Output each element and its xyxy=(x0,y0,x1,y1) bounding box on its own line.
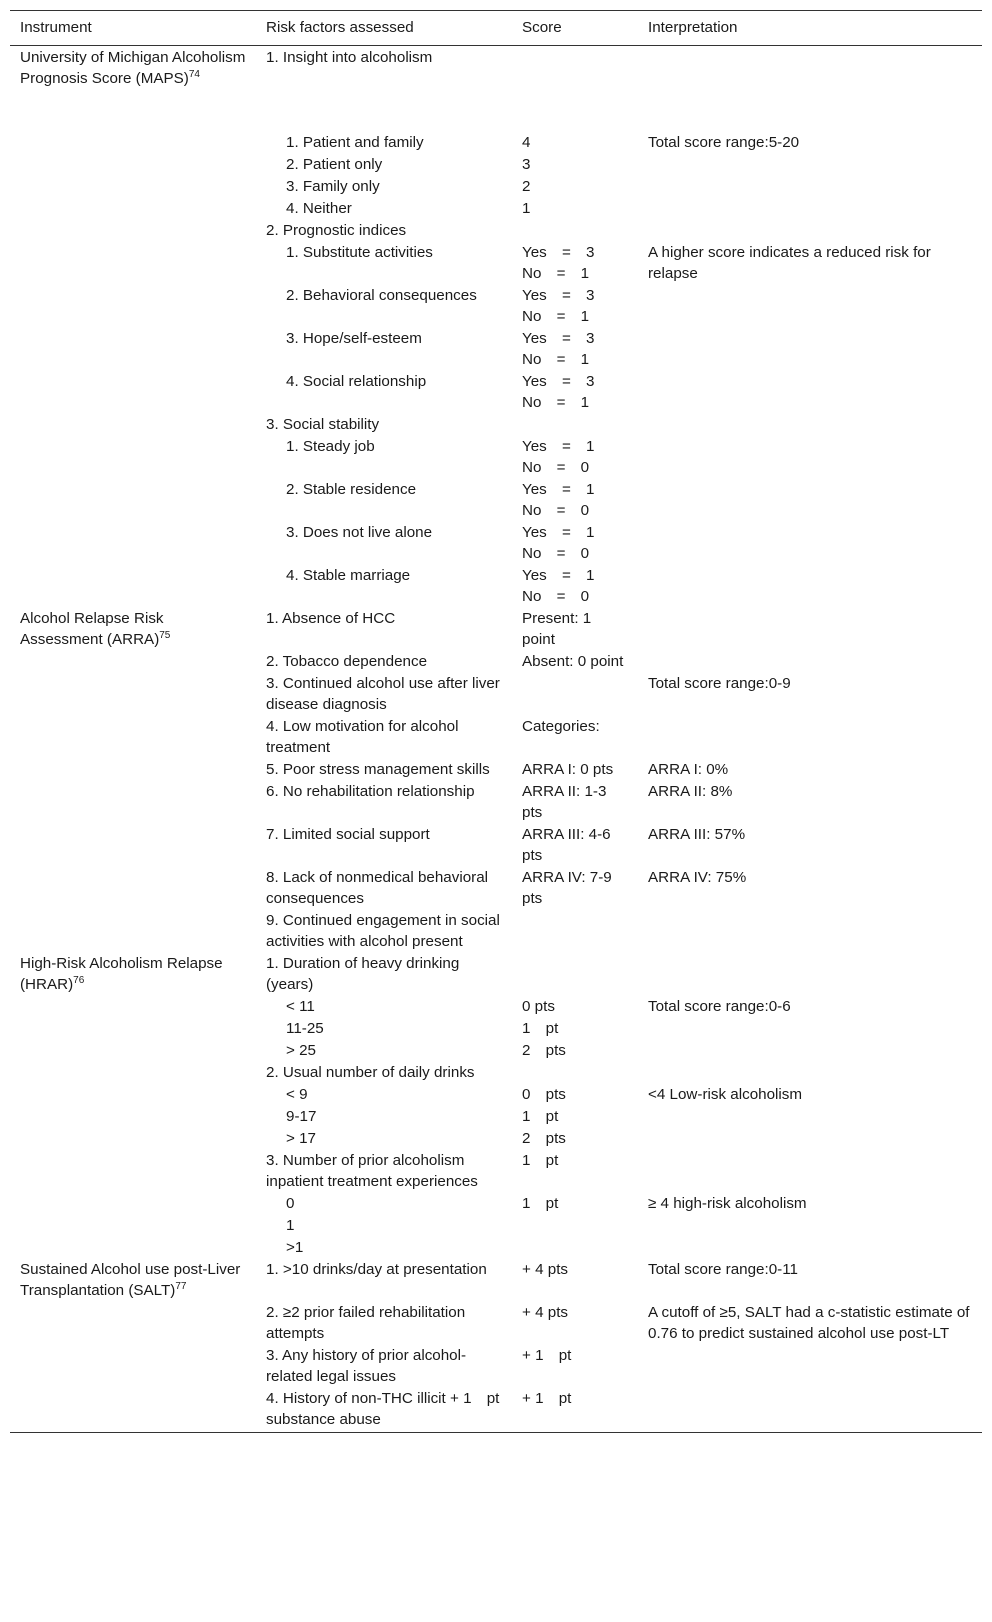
instrument-cell xyxy=(10,1344,256,1387)
interpretation-cell xyxy=(638,1017,982,1039)
instrument-cell xyxy=(10,1105,256,1127)
instrument-cell xyxy=(10,89,256,131)
instrument-cell xyxy=(10,153,256,175)
score-cell: Yes = 3 No = 1 xyxy=(522,330,595,368)
interpretation-cell xyxy=(638,219,982,241)
score-cell xyxy=(512,909,638,952)
instrument-cell xyxy=(10,478,256,521)
instrument-cell xyxy=(10,866,256,909)
interpretation-cell: Total score range:0-11 xyxy=(648,1261,798,1278)
risk-factor-cell: 1. Steady job xyxy=(286,438,375,455)
score-cell: 2 pts xyxy=(522,1042,566,1059)
risk-factor-cell: 2. Prognostic indices xyxy=(266,222,407,239)
score-cell xyxy=(512,1236,638,1258)
score-cell: Yes = 1 No = 0 xyxy=(522,567,595,605)
table-row xyxy=(10,435,982,478)
interpretation-cell xyxy=(638,327,982,370)
header-risk-factors: Risk factors assessed xyxy=(256,11,512,46)
score-cell xyxy=(512,89,638,131)
table-row xyxy=(10,219,982,241)
score-cell: Absent: 0 point xyxy=(522,653,624,670)
table-row xyxy=(10,1387,982,1433)
table-row xyxy=(10,780,982,823)
instrument-cell xyxy=(10,1061,256,1083)
instrument-cell xyxy=(10,650,256,672)
risk-factor-cell: 1. Substitute activities xyxy=(286,244,433,261)
interpretation-cell xyxy=(638,1149,982,1192)
table-row xyxy=(10,952,982,995)
table-row xyxy=(10,175,982,197)
interpretation-cell xyxy=(638,1236,982,1258)
risk-factor-cell: 2. Patient only xyxy=(286,156,383,173)
instrument-name: High-Risk Alcoholism Relapse (HRAR) xyxy=(20,955,223,993)
table-row xyxy=(10,327,982,370)
instrument-cell xyxy=(10,284,256,327)
table-row xyxy=(10,1061,982,1083)
table-row xyxy=(10,46,982,90)
score-cell: 0 pts xyxy=(522,1086,566,1103)
score-cell: + 4 pts xyxy=(522,1261,569,1278)
table-row xyxy=(10,758,982,780)
score-cell xyxy=(512,1214,638,1236)
header-row xyxy=(10,11,982,46)
score-cell: Yes = 3 No = 1 xyxy=(522,287,595,325)
risk-factor-cell: < 11 xyxy=(286,998,315,1015)
risk-factor-cell: 5. Poor stress management skills xyxy=(266,761,490,778)
header-interpretation: Interpretation xyxy=(638,11,982,46)
score-cell: 1 pt xyxy=(522,1195,559,1212)
score-cell xyxy=(512,1061,638,1083)
risk-factor-cell: 3. Hope/self-esteem xyxy=(286,330,422,347)
risk-factor-cell xyxy=(256,89,512,131)
reference-number: 76 xyxy=(73,974,85,986)
interpretation-cell xyxy=(638,46,982,90)
risk-instruments-table xyxy=(10,10,982,1433)
instrument-name: Alcohol Relapse Risk Assessment (ARRA) xyxy=(20,610,164,648)
table-row xyxy=(10,909,982,952)
interpretation-cell xyxy=(638,413,982,435)
table-row xyxy=(10,823,982,866)
reference-number: 77 xyxy=(175,1280,187,1292)
table-row xyxy=(10,153,982,175)
instrument-cell xyxy=(10,521,256,564)
instrument-cell xyxy=(10,780,256,823)
interpretation-cell: Total score range:0-6 xyxy=(648,998,791,1015)
interpretation-cell xyxy=(638,284,982,327)
risk-factor-cell: 3. Does not live alone xyxy=(286,524,433,541)
interpretation-cell: ARRA I: 0% xyxy=(648,761,729,778)
risk-factor-cell: 7. Limited social support xyxy=(266,826,430,843)
score-cell: Yes = 3 No = 1 xyxy=(522,244,595,282)
risk-factor-cell: 4. Social relationship xyxy=(286,373,427,390)
score-cell: Present: 1 point xyxy=(522,610,592,648)
interpretation-cell: A higher score indicates a reduced risk for relapse xyxy=(648,244,931,282)
table-row xyxy=(10,1258,982,1301)
score-cell: Categories: xyxy=(522,718,600,735)
table-row xyxy=(10,413,982,435)
interpretation-cell: A cutoff of ≥5, SALT had a c-statistic estimate of 0.76 to predict sustained alcohol use post-LT xyxy=(648,1304,970,1342)
reference-number: 75 xyxy=(159,629,171,641)
score-cell: 2 xyxy=(522,178,531,195)
instrument-cell xyxy=(10,413,256,435)
table-container xyxy=(10,10,982,1433)
score-cell: 1 pt xyxy=(522,1152,559,1169)
table-row xyxy=(10,1039,982,1061)
score-cell: ARRA I: 0 pts xyxy=(522,761,614,778)
instrument-cell xyxy=(10,758,256,780)
score-cell xyxy=(512,672,638,715)
risk-factor-cell: > 25 xyxy=(286,1042,316,1059)
score-cell: ARRA II: 1-3 pts xyxy=(522,783,607,821)
table-row xyxy=(10,1214,982,1236)
table-row xyxy=(10,866,982,909)
risk-factor-cell: 3. Social stability xyxy=(266,416,380,433)
risk-factor-cell: 1. Patient and family xyxy=(286,134,424,151)
risk-factor-cell: 2. Tobacco dependence xyxy=(266,653,428,670)
interpretation-cell xyxy=(638,478,982,521)
score-cell: 1 xyxy=(522,200,531,217)
interpretation-cell: ARRA IV: 75% xyxy=(648,869,747,886)
instrument-cell xyxy=(10,1192,256,1214)
risk-factor-cell: 3. Family only xyxy=(286,178,380,195)
interpretation-cell: ≥ 4 high-risk alcoholism xyxy=(648,1195,807,1212)
risk-factor-cell: 8. Lack of nonmedical behavioral consequences xyxy=(266,869,489,907)
risk-factor-cell: 2. Behavioral consequences xyxy=(286,287,477,304)
interpretation-cell xyxy=(638,435,982,478)
table-row xyxy=(10,1149,982,1192)
table-row xyxy=(10,284,982,327)
interpretation-cell xyxy=(638,1214,982,1236)
score-cell: ARRA IV: 7-9 pts xyxy=(522,869,612,907)
risk-factor-cell: 1. Duration of heavy drinking (years) xyxy=(266,955,460,993)
instrument-cell xyxy=(10,1127,256,1149)
risk-factor-cell: 9-17 xyxy=(286,1108,317,1125)
instrument-name: University of Michigan Alcoholism Prognosis Score (MAPS) xyxy=(20,49,246,87)
risk-factor-cell: 4. Stable marriage xyxy=(286,567,411,584)
risk-factor-cell: 4. Neither xyxy=(286,200,352,217)
score-cell: Yes = 1 No = 0 xyxy=(522,438,595,476)
interpretation-cell xyxy=(638,153,982,175)
interpretation-cell: ARRA III: 57% xyxy=(648,826,746,843)
interpretation-cell xyxy=(638,1127,982,1149)
table-row xyxy=(10,1344,982,1387)
instrument-cell xyxy=(10,370,256,413)
instrument-cell xyxy=(10,241,256,284)
risk-factor-cell: 3. Continued alcohol use after liver disease diagnosis xyxy=(266,675,500,713)
instrument-cell xyxy=(10,564,256,607)
interpretation-cell xyxy=(638,715,982,758)
instrument-cell xyxy=(10,715,256,758)
interpretation-cell xyxy=(638,1039,982,1061)
instrument-cell xyxy=(10,46,256,90)
instrument-cell xyxy=(10,197,256,219)
risk-factor-cell: 1. >10 drinks/day at presentation xyxy=(266,1261,487,1278)
interpretation-cell xyxy=(638,952,982,995)
interpretation-cell xyxy=(638,89,982,131)
interpretation-cell xyxy=(638,909,982,952)
risk-factor-cell: 0 xyxy=(286,1195,295,1212)
risk-factor-cell: 11-25 xyxy=(286,1020,324,1037)
score-cell: + 1 pt xyxy=(512,1387,638,1433)
table-row xyxy=(10,197,982,219)
table-row xyxy=(10,131,982,153)
score-cell: Yes = 3 No = 1 xyxy=(522,373,595,411)
interpretation-cell xyxy=(638,197,982,219)
score-cell: + 1 pt xyxy=(522,1347,572,1364)
interpretation-cell xyxy=(638,175,982,197)
instrument-cell xyxy=(10,909,256,952)
risk-factor-cell: 3. Any history of prior alcohol-related legal issues xyxy=(266,1347,467,1385)
table-row xyxy=(10,607,982,650)
risk-factor-cell: 2. ≥2 prior failed rehabilitation attempts xyxy=(266,1304,466,1342)
score-cell: 1 pt xyxy=(522,1108,559,1125)
interpretation-cell xyxy=(638,1344,982,1387)
instrument-cell xyxy=(10,435,256,478)
interpretation-cell xyxy=(638,1061,982,1083)
interpretation-cell: Total score range:0-9 xyxy=(648,675,791,692)
table-row xyxy=(10,1236,982,1258)
instrument-cell xyxy=(10,1083,256,1105)
interpretation-cell xyxy=(638,1387,982,1433)
table-row xyxy=(10,995,982,1017)
table-row xyxy=(10,1105,982,1127)
table-row xyxy=(10,1083,982,1105)
instrument-cell xyxy=(10,327,256,370)
risk-factor-cell: 1. Absence of HCC xyxy=(266,610,396,627)
risk-factor-cell: 1 xyxy=(286,1217,295,1234)
instrument-cell xyxy=(10,1149,256,1192)
table-row xyxy=(10,89,982,131)
instrument-cell xyxy=(10,219,256,241)
table-row xyxy=(10,564,982,607)
instrument-cell xyxy=(10,607,256,650)
table-row xyxy=(10,650,982,672)
score-cell xyxy=(512,219,638,241)
risk-factor-cell: > 17 xyxy=(286,1130,316,1147)
table-row xyxy=(10,478,982,521)
table-row xyxy=(10,1192,982,1214)
risk-factor-cell: 2. Usual number of daily drinks xyxy=(266,1064,475,1081)
instrument-cell xyxy=(10,1301,256,1344)
score-cell: 0 pts xyxy=(522,998,555,1015)
instrument-cell xyxy=(10,175,256,197)
table-row xyxy=(10,715,982,758)
risk-factor-cell: 2. Stable residence xyxy=(286,481,417,498)
instrument-cell xyxy=(10,823,256,866)
interpretation-cell xyxy=(638,607,982,650)
risk-factor-cell: < 9 xyxy=(286,1086,308,1103)
instrument-cell xyxy=(10,952,256,995)
interpretation-cell xyxy=(638,1105,982,1127)
table-row xyxy=(10,241,982,284)
instrument-cell xyxy=(10,1017,256,1039)
score-cell: 1 pt xyxy=(522,1020,559,1037)
table-row xyxy=(10,1301,982,1344)
interpretation-cell xyxy=(638,564,982,607)
interpretation-cell: <4 Low-risk alcoholism xyxy=(648,1086,803,1103)
instrument-name: Sustained Alcohol use post-Liver Transplantation (SALT) xyxy=(20,1261,241,1299)
table-row xyxy=(10,521,982,564)
score-cell: 4 xyxy=(522,134,531,151)
interpretation-cell xyxy=(638,650,982,672)
instrument-cell xyxy=(10,1039,256,1061)
reference-number: 74 xyxy=(188,68,200,80)
instrument-cell xyxy=(10,1387,256,1433)
instrument-cell xyxy=(10,1236,256,1258)
instrument-cell xyxy=(10,1258,256,1301)
table-row xyxy=(10,1017,982,1039)
score-cell xyxy=(512,46,638,90)
score-cell xyxy=(512,413,638,435)
risk-factor-cell: 1. Insight into alcoholism xyxy=(266,49,433,66)
score-cell xyxy=(512,952,638,995)
instrument-cell xyxy=(10,1214,256,1236)
score-cell: 3 xyxy=(522,156,531,173)
instrument-cell xyxy=(10,995,256,1017)
interpretation-cell: ARRA II: 8% xyxy=(648,783,733,800)
table-row xyxy=(10,672,982,715)
score-cell: + 4 pts xyxy=(522,1304,569,1321)
risk-factor-cell: 6. No rehabilitation relationship xyxy=(266,783,475,800)
header-instrument: Instrument xyxy=(10,11,256,46)
risk-factor-cell: 4. History of non-THC illicit + 1 pt substance abuse xyxy=(256,1387,512,1433)
score-cell: Yes = 1 No = 0 xyxy=(522,524,595,562)
instrument-cell xyxy=(10,672,256,715)
interpretation-cell: Total score range:5-20 xyxy=(648,134,800,151)
table-row xyxy=(10,1127,982,1149)
instrument-cell xyxy=(10,131,256,153)
header-score: Score xyxy=(512,11,638,46)
interpretation-cell xyxy=(638,521,982,564)
score-cell: Yes = 1 No = 0 xyxy=(522,481,595,519)
risk-factor-cell: 3. Number of prior alcoholism inpatient treatment experiences xyxy=(266,1152,478,1190)
risk-factor-cell: >1 xyxy=(286,1239,304,1256)
risk-factor-cell: 4. Low motivation for alcohol treatment xyxy=(266,718,459,756)
score-cell: ARRA III: 4-6 pts xyxy=(522,826,611,864)
interpretation-cell xyxy=(638,370,982,413)
table-row xyxy=(10,370,982,413)
risk-factor-cell: 9. Continued engagement in social activities with alcohol present xyxy=(266,912,500,950)
score-cell: 2 pts xyxy=(522,1130,566,1147)
table-body xyxy=(10,46,982,1433)
